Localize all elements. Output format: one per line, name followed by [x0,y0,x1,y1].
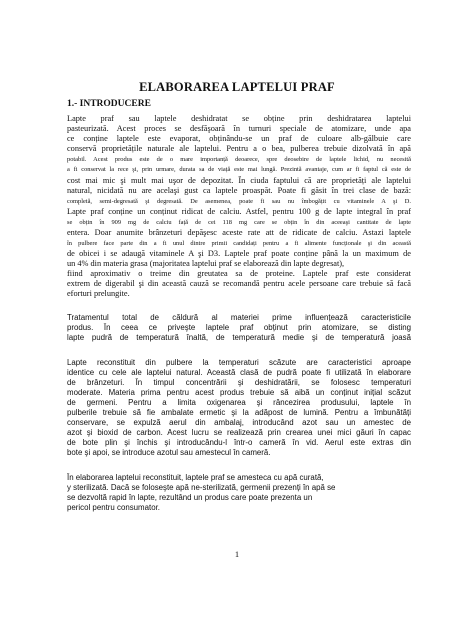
text-line: de brânzeturi. În timpul concentrării şi deshidratării, se folosesc temperaturi [67,378,411,387]
text-line: fiind aproximativ o treime din greutatea sa de proteine. Laptele praf este considerat [67,269,411,278]
text-line: completă, semi-degresată şi degresată. De asemenea, poate fi sau nu îmbogățit cu vitaminele A şi D. [67,198,411,205]
text-line: eforturi prelungite. [67,289,130,298]
text-line: de obicei i se adaugă vitaminele A şi D3. Laptele praf poate conține până la un maximum de [67,249,411,258]
text-line: entera. Doar anumite brânzeturi depăşesc aceste rate att de ridicate de calciu. Astazi laptele [67,228,411,237]
text-line: bote şi apoi, se introduce azotul sau amestecul în cameră. [67,448,271,457]
text-line: Lapte praf conține un conținut ridicat de calciu. Astfel, pentru 100 g de lapte integral în praf [67,207,411,216]
text-line: azot şi bioxid de carbon. Acest lucru se realizează prin crearea unei mici găuri în capac [67,428,411,437]
text-line: identice cu cele ale laptelui natural. Această clasă de pudră poate fi utilizată în elaborare [67,368,411,377]
text-line: extrem de digerabil şi din această cauză se recomandă pentru acele persoane care trebuie să facă [67,279,411,288]
text-line: cost mai mic şi mult mai uşor de depozitat. În ciuda faptului că are proprietăți ale laptelui [67,176,411,185]
text-line: pasteurizată. Acest proces se desfăşoară în turnuri speciale de atomizare, unde apa [67,124,411,133]
text-line: În elaborarea laptelui reconstituit, laptele praf se amesteca cu apă curată, [67,473,324,482]
text-line: conservare, se expulză aerul din ambalaj, introducând azot sau un amestec de [67,418,411,427]
text-line: potabil. Acest produs este de o mare importanță deoarece, spre deosebire de laptele lichid, nu necesită [67,156,411,163]
text-line: natural, nicidată nu are acelaşi gust ca laptele proaspăt. Poate fi găsit în trei clase de bază: [67,186,411,195]
text-line: de germeni. Pentru a limita oxigenarea şi râncezirea produsului, laptele în [67,398,411,407]
document-title: ELABORAREA LAPTELUI PRAF [139,80,335,94]
text-line: conservă proprietățile naturale ale laptelui. Pentru a o bea, pulberea trebuie dizolvată în apă [67,144,411,153]
text-line: ce conține laptele este evaporat, obținându-se un praf de culoare alb-gălbuie care [67,134,411,143]
text-line: moderate. Materia prima pentru acest produs trebuie să aibă un conținut inițial scăzut [67,388,411,397]
text-line: pulberile trebuie să fie ambalate ermetic şi la adăpost de lumină. Pentru a îmbunătăți [67,408,411,417]
text-line: lapte pudră de temperatură înaltă, de temperatură medie şi de temperatură joasă [67,333,411,342]
section-heading: 1.- INTRODUCERE [67,99,151,109]
text-line: se obțin în 909 mg de calciu față de cei 118 mg care se obțin în din aceeaşi cantitate de lapte [67,219,411,226]
text-line: pericol pentru consumator. [67,503,160,512]
page-number: 1 [234,549,240,559]
text-line: y sterilizată. Dacă se foloseşte apă ne-sterilizată, germenii prezenți în apă se [67,483,336,492]
text-line: Lapte reconstituit din pulbere la temperaturi scăzute are caracteristici aproape [67,358,411,367]
text-line: de bote plin şi închis şi introducându-l într-o cameră în vid. Aerul este extras din [67,438,411,447]
text-line: Tratamentul total de căldură al materiei prime influențează caracteristicile [67,313,411,322]
text-line: produs. În ceea ce priveşte laptele praf obținut prin atomizare, se disting [67,323,411,332]
text-line: un 4% din materia grasa (majoritatea laptelui praf se elaborează din lapte degresat), [67,259,345,268]
text-line: a fi conservat la rece şi, prin urmare, durata sa de viață este mai lungă. Prezintă avantaje, cum ar fi faptul că este de [67,166,411,173]
text-line: în pulbere face parte din a fi unul dintre primii candidați pentru a fi alimente funcționale şi din această [67,240,411,247]
text-line: se dezvoltă rapid în lapte, rezultând un produs care poate prezenta un [67,493,313,502]
text-line: Lapte praf sau laptele deshidratat se obține prin deshidratarea laptelui [67,114,411,123]
